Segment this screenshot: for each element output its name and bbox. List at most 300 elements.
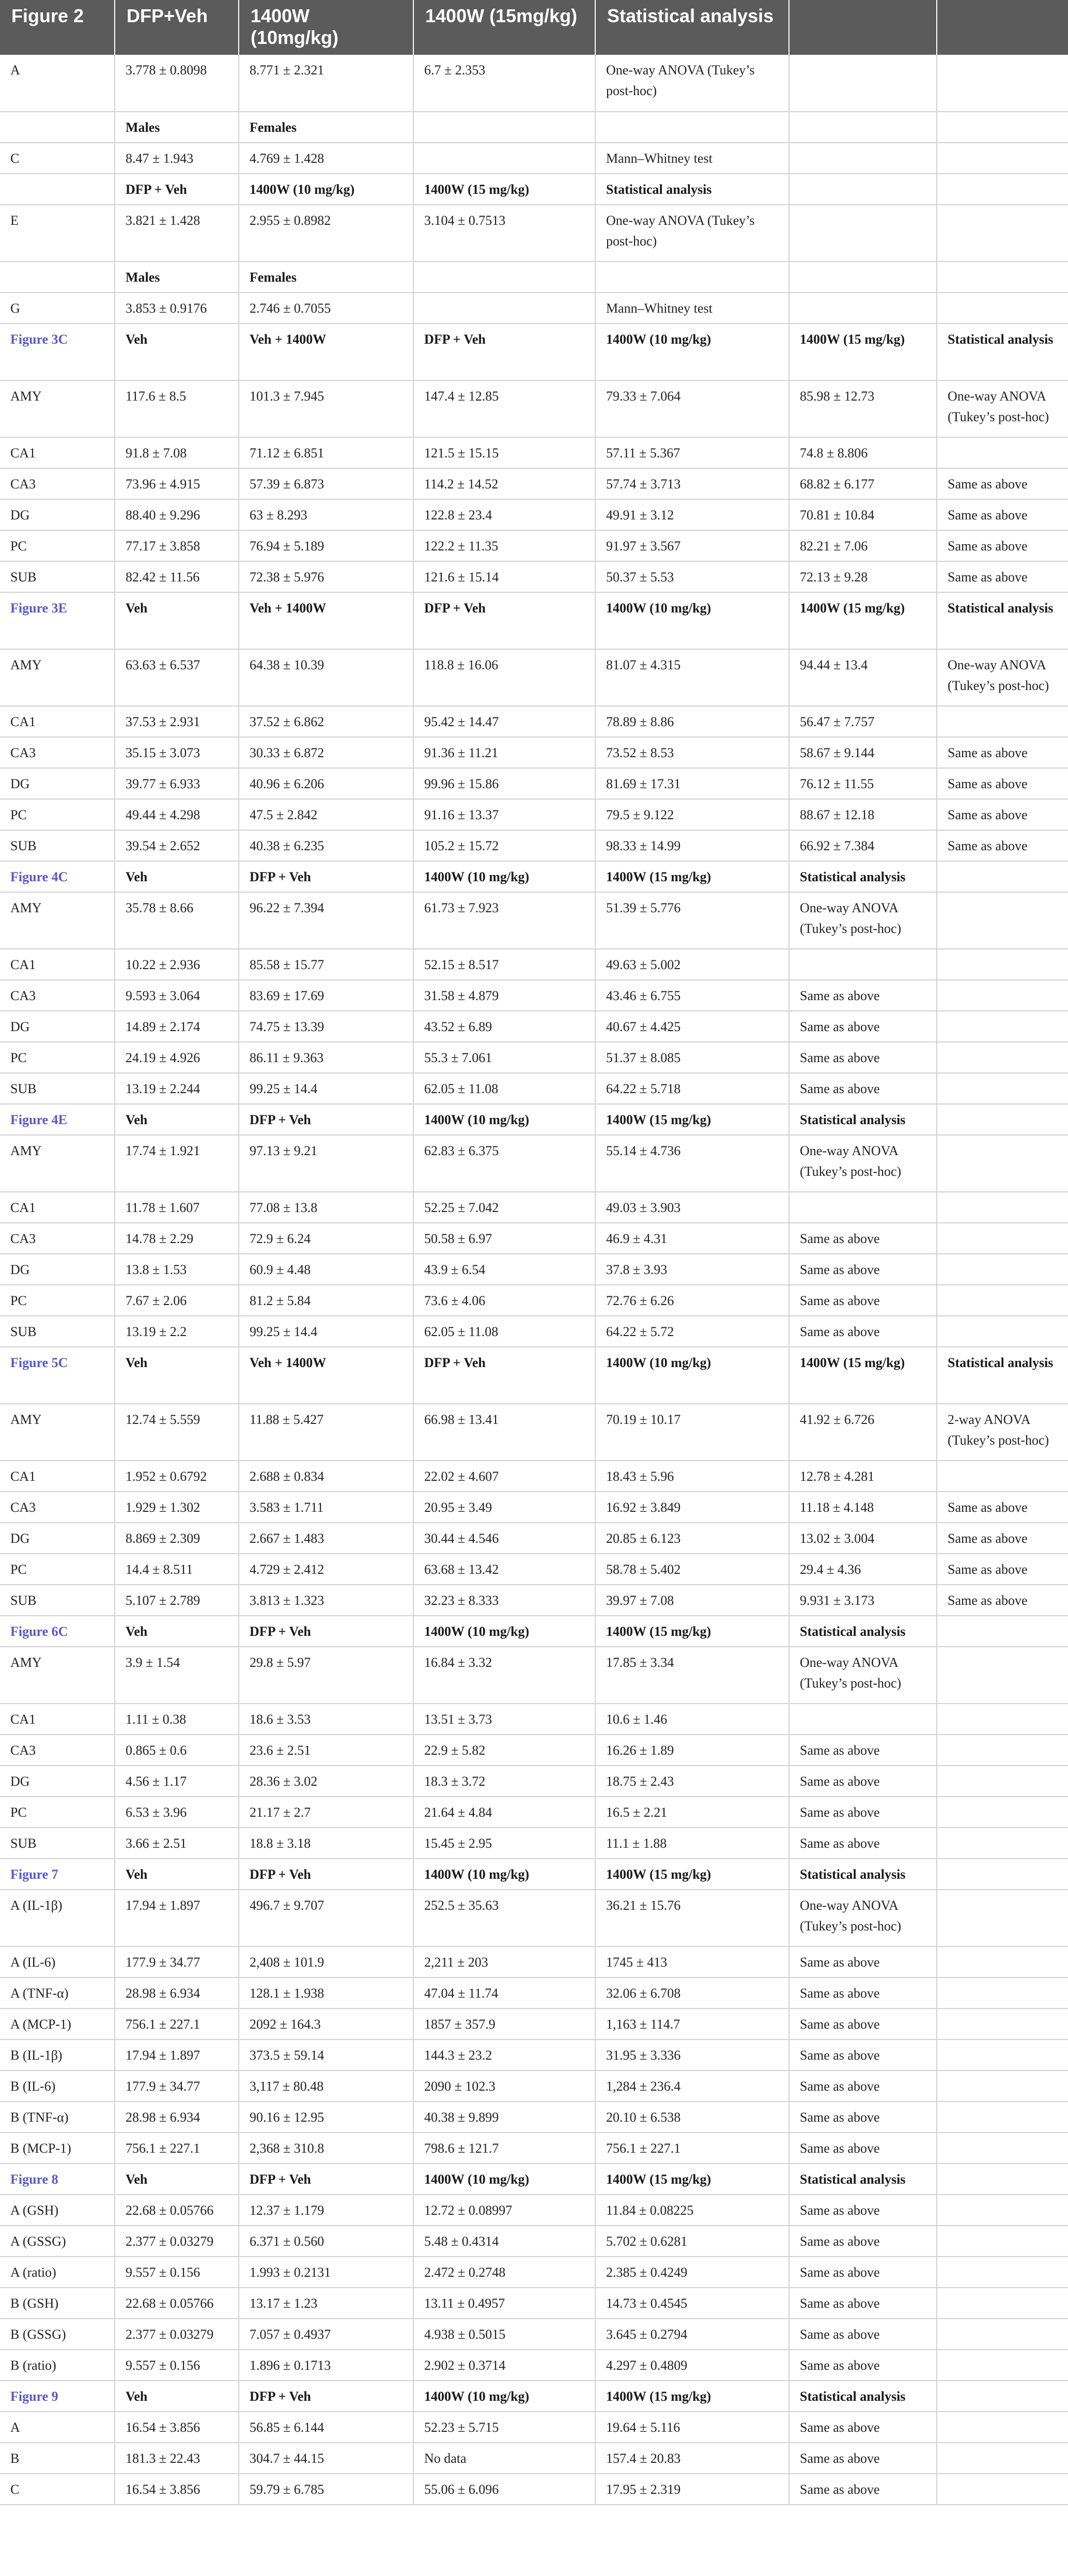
- table-row: [0, 768, 1068, 799]
- value-cell: [937, 1735, 1068, 1766]
- value-cell: 1400W (10 mg/kg): [595, 324, 789, 380]
- value-cell: 13.19 ± 2.2: [115, 1316, 239, 1347]
- value-cell: Males: [115, 112, 239, 143]
- value-cell: 3.821 ± 1.428: [115, 205, 239, 262]
- value-cell: 78.89 ± 8.86: [595, 706, 789, 737]
- value-cell: 99.96 ± 15.86: [413, 768, 595, 799]
- value-cell: Same as above: [789, 1073, 937, 1104]
- value-cell: 21.17 ± 2.7: [239, 1797, 413, 1828]
- row-label-cell: B (GSSG): [0, 2319, 115, 2350]
- table-row: [0, 2257, 1068, 2288]
- value-cell: 39.54 ± 2.652: [115, 830, 239, 861]
- table-row: [0, 2443, 1068, 2474]
- value-cell: Same as above: [937, 768, 1068, 799]
- value-cell: Same as above: [789, 2288, 937, 2319]
- table-row: [0, 293, 1068, 324]
- value-cell: 95.42 ± 14.47: [413, 706, 595, 737]
- value-cell: Mann–Whitney test: [595, 293, 789, 324]
- value-cell: 1400W (10 mg/kg): [595, 1347, 789, 1404]
- table-row: [0, 2412, 1068, 2443]
- table-row: [0, 949, 1068, 980]
- value-cell: Same as above: [789, 1254, 937, 1285]
- table-row: [0, 892, 1068, 949]
- table-row: [0, 1946, 1068, 1977]
- table-row: [0, 205, 1068, 262]
- header-cell-blank: [937, 0, 1068, 55]
- value-cell: 20.95 ± 3.49: [413, 1492, 595, 1523]
- value-cell: 4.769 ± 1.428: [239, 143, 413, 174]
- header-cell-statistical-analysis: Statistical analysis: [595, 0, 789, 55]
- table-subheader-row: [0, 324, 1068, 380]
- value-cell: 37.53 ± 2.931: [115, 706, 239, 737]
- value-cell: [595, 262, 789, 293]
- table-row: [0, 499, 1068, 530]
- value-cell: 9.557 ± 0.156: [115, 2257, 239, 2288]
- row-label-cell: DG: [0, 1011, 115, 1042]
- table-row: [0, 1735, 1068, 1766]
- row-label-cell: [0, 112, 115, 143]
- value-cell: [937, 2257, 1068, 2288]
- value-cell: 18.75 ± 2.43: [595, 1766, 789, 1797]
- value-cell: 3.778 ± 0.8098: [115, 55, 239, 112]
- row-label-cell: A (ratio): [0, 2257, 115, 2288]
- table-row: [0, 1073, 1068, 1104]
- value-cell: Same as above: [789, 2412, 937, 2443]
- table-row: [0, 2226, 1068, 2257]
- value-cell: Same as above: [789, 1946, 937, 1977]
- row-label-cell: CA1: [0, 437, 115, 468]
- table-body: [0, 55, 1068, 2505]
- value-cell: 74.8 ± 8.806: [789, 437, 937, 468]
- value-cell: Same as above: [789, 2071, 937, 2102]
- value-cell: DFP + Veh: [115, 174, 239, 205]
- value-cell: 17.95 ± 2.319: [595, 2474, 789, 2505]
- table-row: [0, 649, 1068, 706]
- row-label-cell: CA1: [0, 706, 115, 737]
- value-cell: 1400W (15 mg/kg): [789, 1347, 937, 1404]
- row-label-cell: Figure 7: [0, 1859, 115, 1890]
- value-cell: 7.057 ± 0.4937: [239, 2319, 413, 2350]
- value-cell: [937, 2350, 1068, 2381]
- value-cell: [937, 143, 1068, 174]
- value-cell: 121.5 ± 15.15: [413, 437, 595, 468]
- table-row: [0, 830, 1068, 861]
- value-cell: 1.952 ± 0.6792: [115, 1461, 239, 1492]
- value-cell: 2.472 ± 0.2748: [413, 2257, 595, 2288]
- value-cell: 76.12 ± 11.55: [789, 768, 937, 799]
- value-cell: [937, 1285, 1068, 1316]
- value-cell: 96.22 ± 7.394: [239, 892, 413, 949]
- table-subheader-row: [0, 174, 1068, 205]
- value-cell: 1400W (15 mg/kg): [789, 592, 937, 649]
- value-cell: 18.8 ± 3.18: [239, 1828, 413, 1859]
- value-cell: [789, 262, 937, 293]
- value-cell: 496.7 ± 9.707: [239, 1890, 413, 1946]
- value-cell: 12.78 ± 4.281: [789, 1461, 937, 1492]
- value-cell: One-way ANOVA (Tukey’s post-hoc): [937, 649, 1068, 706]
- value-cell: 16.92 ± 3.849: [595, 1492, 789, 1523]
- value-cell: 39.97 ± 7.08: [595, 1585, 789, 1616]
- table-row: [0, 437, 1068, 468]
- value-cell: 40.96 ± 6.206: [239, 768, 413, 799]
- value-cell: 55.06 ± 6.096: [413, 2474, 595, 2505]
- value-cell: 2.902 ± 0.3714: [413, 2350, 595, 2381]
- value-cell: 36.21 ± 15.76: [595, 1890, 789, 1946]
- value-cell: 62.05 ± 11.08: [413, 1073, 595, 1104]
- value-cell: Males: [115, 262, 239, 293]
- value-cell: One-way ANOVA (Tukey’s post-hoc): [789, 1647, 937, 1704]
- table-subheader-row: [0, 1859, 1068, 1890]
- value-cell: 2.385 ± 0.4249: [595, 2257, 789, 2288]
- value-cell: DFP + Veh: [413, 1347, 595, 1404]
- value-cell: 57.11 ± 5.367: [595, 437, 789, 468]
- table-row: [0, 1492, 1068, 1523]
- value-cell: 1.11 ± 0.38: [115, 1704, 239, 1735]
- value-cell: 22.68 ± 0.05766: [115, 2195, 239, 2226]
- row-label-cell: AMY: [0, 1135, 115, 1192]
- value-cell: 304.7 ± 44.15: [239, 2443, 413, 2474]
- row-label-cell: A (MCP-1): [0, 2008, 115, 2040]
- value-cell: 97.13 ± 9.21: [239, 1135, 413, 1192]
- value-cell: Mann–Whitney test: [595, 143, 789, 174]
- value-cell: [937, 2474, 1068, 2505]
- value-cell: Statistical analysis: [789, 1616, 937, 1647]
- row-label-cell: CA1: [0, 1192, 115, 1223]
- value-cell: Statistical analysis: [789, 1104, 937, 1135]
- value-cell: [937, 2133, 1068, 2164]
- value-cell: [937, 1042, 1068, 1073]
- value-cell: 11.78 ± 1.607: [115, 1192, 239, 1223]
- value-cell: 64.22 ± 5.718: [595, 1073, 789, 1104]
- value-cell: 1.896 ± 0.1713: [239, 2350, 413, 2381]
- value-cell: Veh + 1400W: [239, 592, 413, 649]
- row-label-cell: Figure 5C: [0, 1347, 115, 1404]
- value-cell: 3.813 ± 1.323: [239, 1585, 413, 1616]
- value-cell: One-way ANOVA (Tukey’s post-hoc): [595, 205, 789, 262]
- value-cell: 66.92 ± 7.384: [789, 830, 937, 861]
- value-cell: Same as above: [789, 2102, 937, 2133]
- value-cell: Same as above: [937, 561, 1068, 592]
- value-cell: 128.1 ± 1.938: [239, 1977, 413, 2008]
- value-cell: Same as above: [789, 2133, 937, 2164]
- value-cell: 122.2 ± 11.35: [413, 530, 595, 561]
- row-label-cell: CA3: [0, 1223, 115, 1254]
- row-label-cell: SUB: [0, 1585, 115, 1616]
- value-cell: Same as above: [789, 2040, 937, 2071]
- table-row: [0, 737, 1068, 768]
- value-cell: 1400W (10 mg/kg): [413, 1859, 595, 1890]
- row-label-cell: Figure 6C: [0, 1616, 115, 1647]
- value-cell: 1400W (10 mg/kg): [413, 2381, 595, 2412]
- value-cell: Statistical analysis: [937, 1347, 1068, 1404]
- value-cell: 52.15 ± 8.517: [413, 949, 595, 980]
- value-cell: [937, 2195, 1068, 2226]
- row-label-cell: A (IL-6): [0, 1946, 115, 1977]
- value-cell: 3.104 ± 0.7513: [413, 205, 595, 262]
- value-cell: 59.79 ± 6.785: [239, 2474, 413, 2505]
- value-cell: 1.993 ± 0.2131: [239, 2257, 413, 2288]
- table-subheader-row: [0, 592, 1068, 649]
- value-cell: Same as above: [789, 1316, 937, 1347]
- value-cell: 91.97 ± 3.567: [595, 530, 789, 561]
- value-cell: 29.4 ± 4.36: [789, 1554, 937, 1585]
- value-cell: 12.72 ± 0.08997: [413, 2195, 595, 2226]
- table-row: [0, 1192, 1068, 1223]
- table-row: [0, 2040, 1068, 2071]
- value-cell: 3.66 ± 2.51: [115, 1828, 239, 1859]
- row-label-cell: A: [0, 2412, 115, 2443]
- value-cell: 83.69 ± 17.69: [239, 980, 413, 1011]
- value-cell: 91.36 ± 11.21: [413, 737, 595, 768]
- row-label-cell: C: [0, 143, 115, 174]
- value-cell: Same as above: [789, 2350, 937, 2381]
- value-cell: 13.17 ± 1.23: [239, 2288, 413, 2319]
- row-label-cell: PC: [0, 1042, 115, 1073]
- value-cell: 85.58 ± 15.77: [239, 949, 413, 980]
- value-cell: 39.77 ± 6.933: [115, 768, 239, 799]
- table-row: [0, 1766, 1068, 1797]
- value-cell: 2.377 ± 0.03279: [115, 2319, 239, 2350]
- row-label-cell: AMY: [0, 892, 115, 949]
- value-cell: 43.9 ± 6.54: [413, 1254, 595, 1285]
- value-cell: Same as above: [789, 2474, 937, 2505]
- table-row: [0, 143, 1068, 174]
- value-cell: 98.33 ± 14.99: [595, 830, 789, 861]
- table-row: [0, 1461, 1068, 1492]
- value-cell: 62.83 ± 6.375: [413, 1135, 595, 1192]
- header-cell-1400w-15: 1400W (15mg/kg): [413, 0, 595, 55]
- value-cell: [413, 143, 595, 174]
- row-label-cell: Figure 3C: [0, 324, 115, 380]
- value-cell: [937, 205, 1068, 262]
- value-cell: DFP + Veh: [239, 1616, 413, 1647]
- value-cell: 9.593 ± 3.064: [115, 980, 239, 1011]
- value-cell: 28.36 ± 3.02: [239, 1766, 413, 1797]
- value-cell: [937, 2071, 1068, 2102]
- value-cell: [937, 1859, 1068, 1890]
- table-row: [0, 1704, 1068, 1735]
- value-cell: 6.53 ± 3.96: [115, 1797, 239, 1828]
- value-cell: 16.54 ± 3.856: [115, 2474, 239, 2505]
- value-cell: 12.74 ± 5.559: [115, 1404, 239, 1461]
- value-cell: 157.4 ± 20.83: [595, 2443, 789, 2474]
- value-cell: 18.3 ± 3.72: [413, 1766, 595, 1797]
- value-cell: Same as above: [789, 1977, 937, 2008]
- table-row: [0, 1285, 1068, 1316]
- table-row: [0, 2008, 1068, 2040]
- value-cell: 58.67 ± 9.144: [789, 737, 937, 768]
- value-cell: 1400W (15 mg/kg): [595, 2381, 789, 2412]
- value-cell: [937, 1254, 1068, 1285]
- value-cell: 21.64 ± 4.84: [413, 1797, 595, 1828]
- row-label-cell: PC: [0, 1285, 115, 1316]
- value-cell: Same as above: [937, 799, 1068, 830]
- value-cell: [413, 293, 595, 324]
- value-cell: 3,117 ± 80.48: [239, 2071, 413, 2102]
- value-cell: Same as above: [937, 1523, 1068, 1554]
- value-cell: [789, 949, 937, 980]
- row-label-cell: DG: [0, 499, 115, 530]
- value-cell: 81.2 ± 5.84: [239, 1285, 413, 1316]
- row-label-cell: G: [0, 293, 115, 324]
- value-cell: [937, 2008, 1068, 2040]
- value-cell: 32.23 ± 8.333: [413, 1585, 595, 1616]
- value-cell: [937, 293, 1068, 324]
- table-row: [0, 2319, 1068, 2350]
- row-label-cell: Figure 8: [0, 2164, 115, 2195]
- value-cell: 1400W (10 mg/kg): [413, 1616, 595, 1647]
- value-cell: 88.40 ± 9.296: [115, 499, 239, 530]
- value-cell: 23.6 ± 2.51: [239, 1735, 413, 1766]
- table-row: [0, 2288, 1068, 2319]
- value-cell: 1400W (15 mg/kg): [595, 1616, 789, 1647]
- value-cell: 4.56 ± 1.17: [115, 1766, 239, 1797]
- row-label-cell: DG: [0, 1523, 115, 1554]
- value-cell: 55.3 ± 7.061: [413, 1042, 595, 1073]
- value-cell: 82.21 ± 7.06: [789, 530, 937, 561]
- value-cell: 4.297 ± 0.4809: [595, 2350, 789, 2381]
- row-label-cell: Figure 4E: [0, 1104, 115, 1135]
- value-cell: 63.68 ± 13.42: [413, 1554, 595, 1585]
- value-cell: 63.63 ± 6.537: [115, 649, 239, 706]
- row-label-cell: E: [0, 205, 115, 262]
- value-cell: [937, 2226, 1068, 2257]
- value-cell: [413, 112, 595, 143]
- value-cell: 14.4 ± 8.511: [115, 1554, 239, 1585]
- table-row: [0, 1585, 1068, 1616]
- value-cell: 252.5 ± 35.63: [413, 1890, 595, 1946]
- table-row: [0, 1042, 1068, 1073]
- value-cell: 60.9 ± 4.48: [239, 1254, 413, 1285]
- value-cell: 1400W (10 mg/kg): [595, 592, 789, 649]
- value-cell: [937, 1946, 1068, 1977]
- value-cell: 19.64 ± 5.116: [595, 2412, 789, 2443]
- row-label-cell: B (MCP-1): [0, 2133, 115, 2164]
- value-cell: 49.91 ± 3.12: [595, 499, 789, 530]
- value-cell: 71.12 ± 6.851: [239, 437, 413, 468]
- row-label-cell: Figure 4C: [0, 861, 115, 892]
- value-cell: 72.76 ± 6.26: [595, 1285, 789, 1316]
- value-cell: [789, 112, 937, 143]
- value-cell: 74.75 ± 13.39: [239, 1011, 413, 1042]
- table-row: [0, 1828, 1068, 1859]
- table-row: [0, 530, 1068, 561]
- value-cell: 30.33 ± 6.872: [239, 737, 413, 768]
- value-cell: 66.98 ± 13.41: [413, 1404, 595, 1461]
- value-cell: 10.6 ± 1.46: [595, 1704, 789, 1735]
- value-cell: [937, 2443, 1068, 2474]
- value-cell: 2-way ANOVA (Tukey’s post-hoc): [937, 1404, 1068, 1461]
- value-cell: 5.48 ± 0.4314: [413, 2226, 595, 2257]
- value-cell: 29.8 ± 5.97: [239, 1647, 413, 1704]
- table-row: [0, 2474, 1068, 2505]
- value-cell: Same as above: [789, 1285, 937, 1316]
- value-cell: 1400W (15 mg/kg): [595, 1104, 789, 1135]
- table-subheader-row: [0, 1616, 1068, 1647]
- value-cell: 101.3 ± 7.945: [239, 380, 413, 437]
- value-cell: Veh + 1400W: [239, 1347, 413, 1404]
- value-cell: 76.94 ± 5.189: [239, 530, 413, 561]
- value-cell: 55.14 ± 4.736: [595, 1135, 789, 1192]
- value-cell: [937, 1316, 1068, 1347]
- value-cell: 10.22 ± 2.936: [115, 949, 239, 980]
- value-cell: Same as above: [789, 2443, 937, 2474]
- value-cell: 91.8 ± 7.08: [115, 437, 239, 468]
- value-cell: 17.94 ± 1.897: [115, 2040, 239, 2071]
- value-cell: 72.38 ± 5.976: [239, 561, 413, 592]
- table-row: [0, 561, 1068, 592]
- value-cell: 1,163 ± 114.7: [595, 2008, 789, 2040]
- value-cell: 94.44 ± 13.4: [789, 649, 937, 706]
- value-cell: 49.44 ± 4.298: [115, 799, 239, 830]
- row-label-cell: CA3: [0, 468, 115, 499]
- table-subheader-row: [0, 262, 1068, 293]
- value-cell: 20.10 ± 6.538: [595, 2102, 789, 2133]
- value-cell: Same as above: [789, 2008, 937, 2040]
- row-label-cell: A (TNF-α): [0, 1977, 115, 2008]
- table-row: [0, 2071, 1068, 2102]
- value-cell: 73.6 ± 4.06: [413, 1285, 595, 1316]
- value-cell: Veh: [115, 2164, 239, 2195]
- value-cell: [937, 2164, 1068, 2195]
- value-cell: [937, 1616, 1068, 1647]
- value-cell: 13.02 ± 3.004: [789, 1523, 937, 1554]
- header-cell-1400w-10: 1400W (10mg/kg): [239, 0, 413, 55]
- value-cell: 12.37 ± 1.179: [239, 2195, 413, 2226]
- value-cell: 0.865 ± 0.6: [115, 1735, 239, 1766]
- table-row: [0, 1523, 1068, 1554]
- value-cell: 2,211 ± 203: [413, 1946, 595, 1977]
- value-cell: 373.5 ± 59.14: [239, 2040, 413, 2071]
- value-cell: 49.03 ± 3.903: [595, 1192, 789, 1223]
- value-cell: [937, 1104, 1068, 1135]
- value-cell: 37.52 ± 6.862: [239, 706, 413, 737]
- value-cell: [789, 1704, 937, 1735]
- value-cell: [937, 2102, 1068, 2133]
- row-label-cell: SUB: [0, 830, 115, 861]
- value-cell: 70.81 ± 10.84: [789, 499, 937, 530]
- row-label-cell: PC: [0, 1554, 115, 1585]
- value-cell: Statistical analysis: [789, 861, 937, 892]
- row-label-cell: Figure 3E: [0, 592, 115, 649]
- value-cell: 31.58 ± 4.879: [413, 980, 595, 1011]
- value-cell: 1400W (15 mg/kg): [595, 2164, 789, 2195]
- value-cell: 73.52 ± 8.53: [595, 737, 789, 768]
- table-row: [0, 1135, 1068, 1192]
- value-cell: 52.23 ± 5.715: [413, 2412, 595, 2443]
- value-cell: 79.5 ± 9.122: [595, 799, 789, 830]
- value-cell: 40.38 ± 9.899: [413, 2102, 595, 2133]
- table-row: [0, 1223, 1068, 1254]
- value-cell: 22.68 ± 0.05766: [115, 2288, 239, 2319]
- value-cell: 50.58 ± 6.97: [413, 1223, 595, 1254]
- value-cell: 1400W (10 mg/kg): [239, 174, 413, 205]
- value-cell: 1400W (15 mg/kg): [595, 861, 789, 892]
- value-cell: [937, 1977, 1068, 2008]
- value-cell: 14.89 ± 2.174: [115, 1011, 239, 1042]
- value-cell: Same as above: [937, 499, 1068, 530]
- value-cell: DFP + Veh: [413, 324, 595, 380]
- value-cell: 3.583 ± 1.711: [239, 1492, 413, 1523]
- value-cell: Same as above: [789, 1223, 937, 1254]
- value-cell: 32.06 ± 6.708: [595, 1977, 789, 2008]
- value-cell: 47.5 ± 2.842: [239, 799, 413, 830]
- value-cell: 177.9 ± 34.77: [115, 1946, 239, 1977]
- value-cell: 62.05 ± 11.08: [413, 1316, 595, 1347]
- row-label-cell: A (GSH): [0, 2195, 115, 2226]
- value-cell: 8.869 ± 2.309: [115, 1523, 239, 1554]
- value-cell: [937, 2319, 1068, 2350]
